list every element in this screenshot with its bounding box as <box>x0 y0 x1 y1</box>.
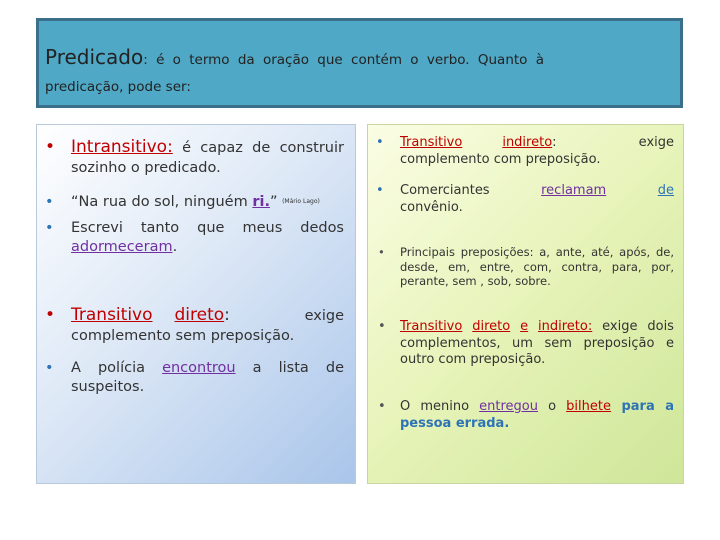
example-4-preposition: de <box>657 183 674 198</box>
bullet: • <box>45 220 54 236</box>
example-3-pre: A polícia <box>71 360 163 376</box>
example-1 <box>45 193 344 212</box>
title-word: Predicado <box>45 45 144 69</box>
bullet: • <box>45 194 54 210</box>
bullet: • <box>376 183 384 198</box>
transitivo-direto-item <box>45 305 344 345</box>
example-2-pre: Escrevi tanto que meus dedos <box>71 220 344 236</box>
transitivo-direto-label-1: Transitivo <box>71 305 153 325</box>
tdi-label-2: direto <box>472 319 511 334</box>
title-definition: : é o termo da oração que contém o verbo. Quanto à <box>143 52 544 68</box>
title-line <box>45 45 544 69</box>
tdi-label-4: indireto: <box>538 319 593 334</box>
title-line-2: predicação, pode ser: <box>45 79 191 95</box>
bullet: • <box>45 137 56 157</box>
bullet: • <box>378 399 386 414</box>
example-3-verb: encontrou <box>162 360 236 376</box>
example-4 <box>378 183 674 216</box>
example-2 <box>45 219 344 256</box>
example-4-pre: Comerciantes <box>400 183 542 198</box>
tdi-label-3: e <box>520 319 529 334</box>
example-4-verb: reclamam <box>541 183 607 198</box>
example-5-article: o <box>538 399 567 414</box>
bullet: • <box>45 360 54 376</box>
transitivo-indireto-definition: exige complemento com preposição. <box>400 135 674 167</box>
transitivo-direto-label-2: direto <box>174 305 225 325</box>
title-banner <box>36 18 683 108</box>
tdi-definition: exige dois complementos, um sem preposição e outro com preposição. <box>400 319 674 368</box>
preposicoes-item <box>378 245 674 289</box>
preposicoes-text: Principais preposições: a, ante, até, após, de, desde, em, entre, com, contra, para, por, perante, sem , sob, sobre. <box>400 245 674 289</box>
example-2-verb: adormeceram <box>71 238 173 255</box>
transitivo-indireto-label-2: indireto <box>502 135 553 150</box>
example-5 <box>378 399 674 432</box>
example-5-indirect: para a pessoa errada. <box>400 399 675 431</box>
example-1-post: ” <box>269 194 278 210</box>
transitivo-indireto-item <box>378 135 674 168</box>
bullet: • <box>376 135 384 150</box>
left-panel <box>36 124 356 484</box>
intransitivo-item <box>45 137 344 177</box>
right-panel <box>367 124 684 484</box>
example-3 <box>45 359 344 396</box>
bullet: • <box>378 245 385 259</box>
example-1-credit: (Mário Lago) <box>282 198 320 206</box>
tdi-label-1: Transitivo <box>400 319 463 334</box>
bullet: • <box>378 319 386 334</box>
example-4-object: convênio. <box>400 199 463 215</box>
transitivo-direto-indireto-item <box>378 319 674 369</box>
bullet: • <box>45 305 56 325</box>
transitivo-direto-definition: exige complemento sem preposição. <box>71 308 344 344</box>
intransitivo-definition: é capaz de construir sozinho o predicado. <box>71 140 344 176</box>
transitivo-direto-colon: : <box>224 305 230 325</box>
example-5-object: bilhete <box>566 399 611 414</box>
transitivo-indireto-colon: : <box>552 135 557 150</box>
example-1-verb: ri. <box>252 194 270 210</box>
transitivo-indireto-label-1: Transitivo <box>400 135 463 150</box>
intransitivo-label: Intransitivo: <box>71 137 173 157</box>
example-5-subject: O menino <box>400 399 480 414</box>
example-5-verb: entregou <box>479 399 538 414</box>
example-1-pre: “Na rua do sol, ninguém <box>71 194 253 210</box>
example-2-post: . <box>172 238 178 255</box>
example-3-post: a lista de suspeitos. <box>71 360 344 395</box>
